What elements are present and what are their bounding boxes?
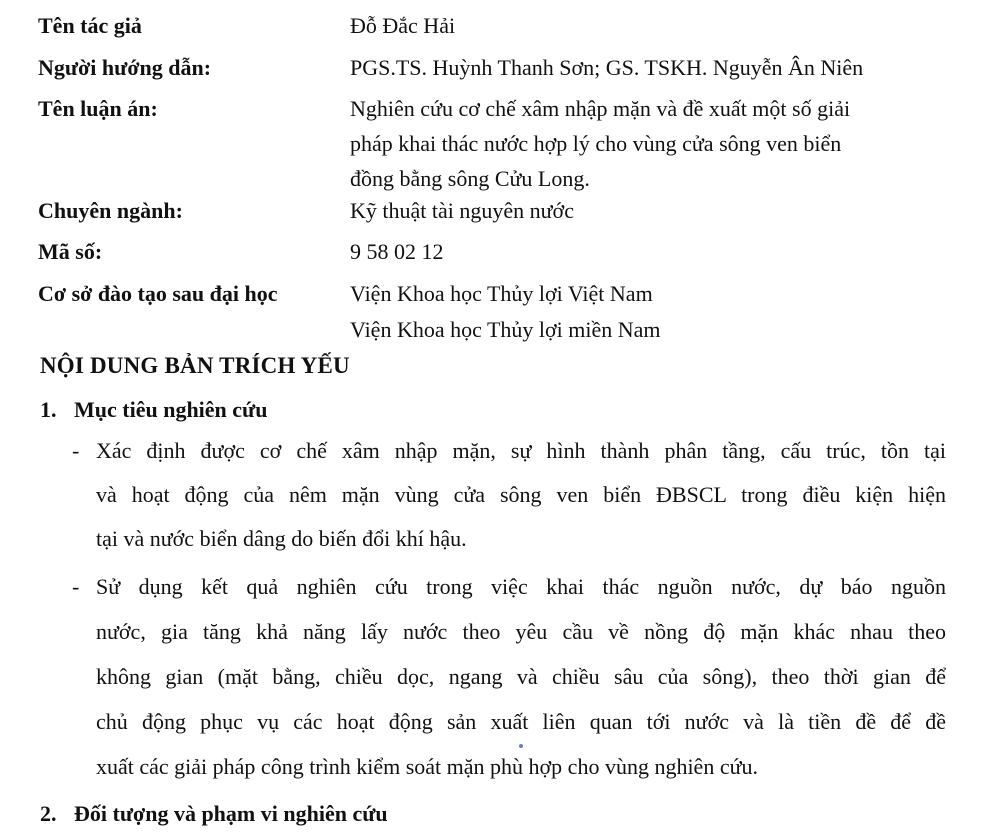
bullet-line: chủ động phục vụ các hoạt động sản xuất liên quan tới nước và là tiền đề để đề: [96, 709, 946, 734]
objectives-heading: [40, 392, 268, 428]
section-title: NỘI DUNG BẢN TRÍCH YẾU: [40, 353, 350, 378]
institution-line: Viện Khoa học Thủy lợi Việt Nam: [350, 281, 653, 306]
thesis-title: [350, 91, 950, 196]
institution-line: Viện Khoa học Thủy lợi miền Nam: [350, 317, 661, 342]
bullet-line: xuất các giải pháp công trình kiểm soát mặn phù hợp cho vùng nghiên cứu.: [96, 754, 759, 779]
bullet-line: nước, gia tăng khả năng lấy nước theo yêu cầu về nồng độ mặn khác nhau theo: [96, 619, 946, 644]
advisor-label: Người hướng dẫn:: [38, 55, 212, 80]
major-value: Kỹ thuật tài nguyên nước: [350, 198, 574, 223]
bullet-line: không gian (mặt bằng, chiều dọc, ngang và chiều sâu của sông), theo thời gian để: [96, 664, 946, 689]
objectives-number: 1.: [40, 397, 57, 422]
bullet-line: và hoạt động của nêm mặn vùng cửa sông ven biển ĐBSCL trong điều kiện hiện: [96, 482, 946, 507]
code-value: 9 58 02 12: [350, 239, 444, 264]
ink-dot: [519, 744, 523, 748]
thesis-title-line: Nghiên cứu cơ chế xâm nhập mặn và đề xuất một số giải: [350, 96, 851, 121]
bullet-dash: -: [72, 438, 80, 463]
bullet-line: Xác định được cơ chế xâm nhập mặn, sự hình thành phân tầng, cấu trúc, tồn tại: [96, 438, 946, 463]
institution-label: Cơ sở đào tạo sau đại học: [38, 281, 278, 306]
advisor-value: PGS.TS. Huỳnh Thanh Sơn; GS. TSKH. Nguyễn Ân Niên: [350, 55, 864, 80]
thesis-title-line: pháp khai thác nước hợp lý cho vùng cửa sông ven biển: [350, 131, 842, 156]
scope-title: Đối tượng và phạm vi nghiên cứu: [74, 801, 388, 826]
thesis-label: Tên luận án:: [38, 96, 158, 121]
scope-number: 2.: [40, 801, 57, 826]
bullet-line: tại và nước biển dâng do biến đổi khí hậu.: [96, 526, 467, 551]
thesis-title-line: đồng bằng sông Cửu Long.: [350, 166, 590, 191]
bullet-dash: -: [72, 574, 80, 599]
bullet-line: Sử dụng kết quả nghiên cứu trong việc khai thác nguồn nước, dự báo nguồn: [96, 574, 946, 599]
major-label: Chuyên ngành:: [38, 198, 183, 223]
author-label: Tên tác giả: [38, 13, 142, 38]
objectives-title: Mục tiêu nghiên cứu: [74, 397, 268, 422]
institution-value: [350, 276, 950, 348]
scope-heading: [40, 796, 388, 832]
code-label: Mã số:: [38, 239, 103, 264]
author-value: Đỗ Đắc Hải: [350, 13, 456, 38]
